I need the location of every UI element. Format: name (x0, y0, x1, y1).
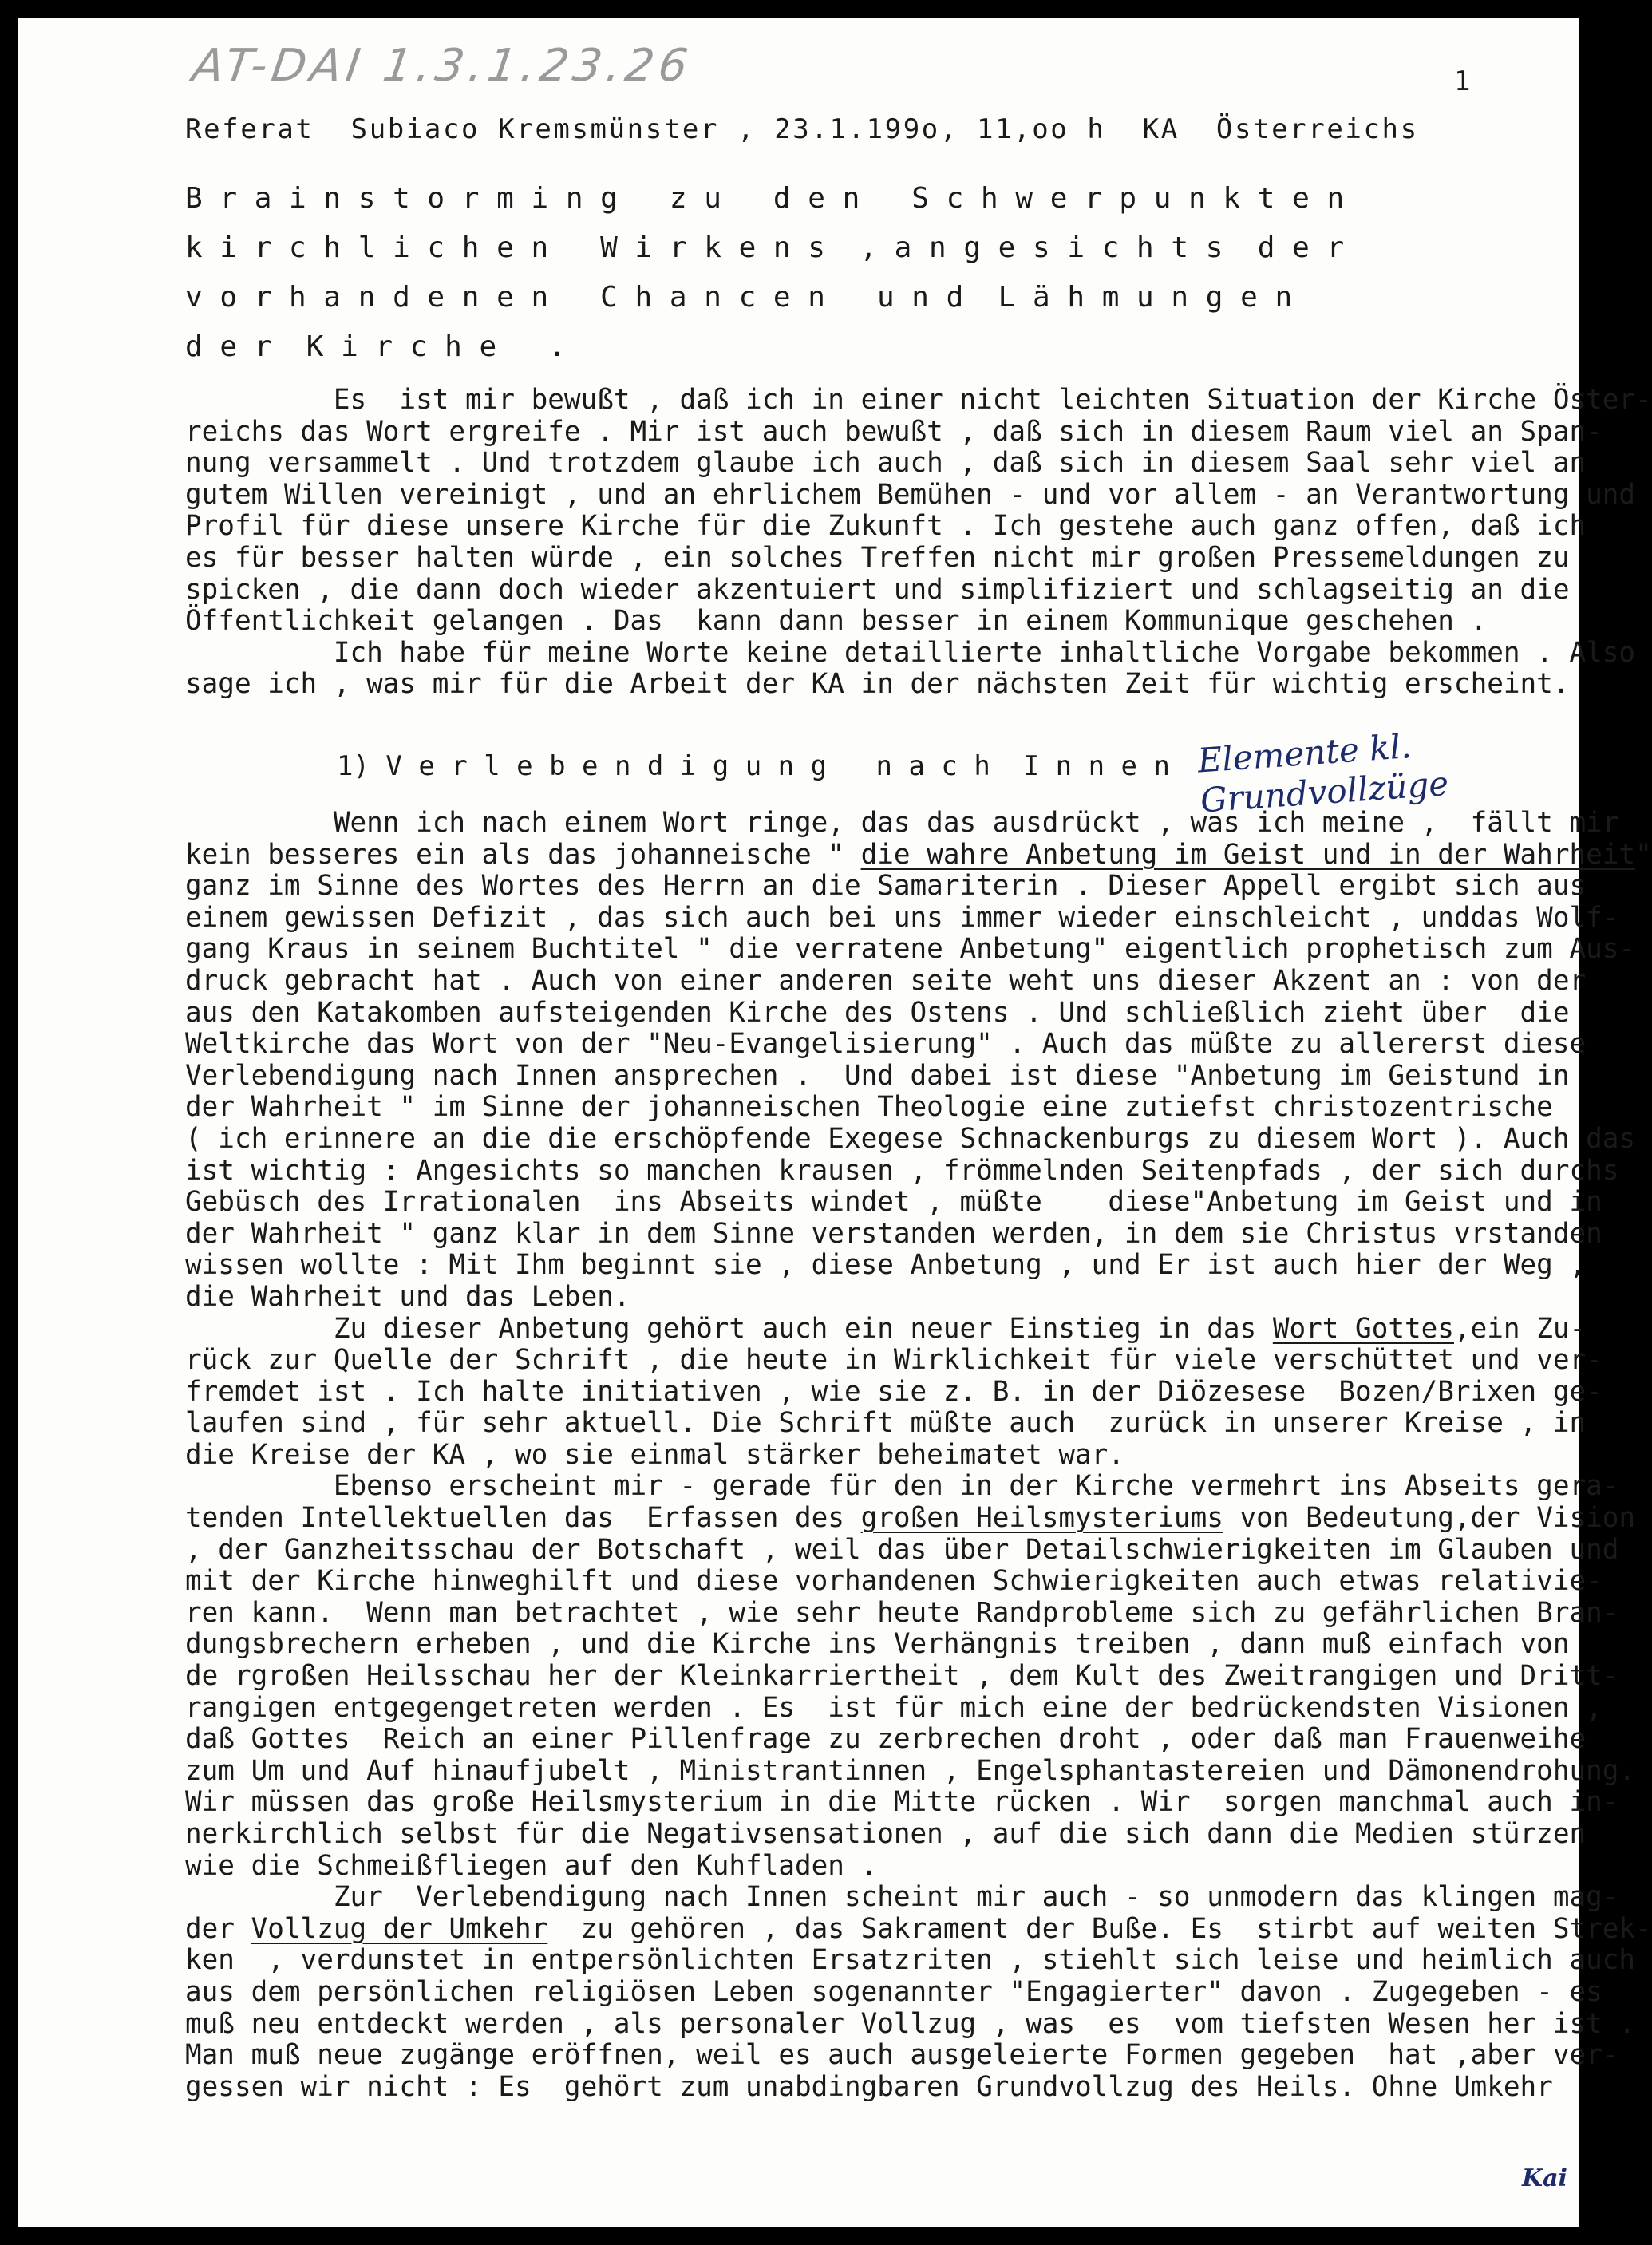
text-segment: gang Kraus in seinem Buchtitel " die verratene Anbetung" eigentlich prophetisch zum Aus- (185, 933, 1636, 966)
text-segment: aus den Katakomben aufsteigenden Kirche des Ostens . Und schließlich zieht über die (185, 996, 1570, 1029)
text-segment: der (185, 1912, 251, 1945)
text-segment: ganz im Sinne des Wortes des Herrn an die Samariterin . Dieser Appell ergibt sich aus (185, 870, 1587, 903)
main-body (185, 807, 1652, 2103)
text-line (185, 1754, 1636, 1788)
text-segment: wie die Schmeißfliegen auf den Kuhfladen . (185, 1849, 878, 1882)
text-line (185, 1408, 1614, 1440)
text-line (185, 1629, 1614, 1661)
text-line (185, 807, 1619, 840)
text-segment: gessen wir nicht : Es gehört zum unabdingbaren Grundvollzug des Heils. Ohne Umkehr (185, 2070, 1553, 2103)
text-segment: ken , verdunstet in entpersönlichten Ersatzriten , stiehlt sich leise und heimlich auch (185, 1944, 1636, 1977)
text-line (185, 901, 1619, 935)
title-line: d e r K i r c h e . (185, 330, 566, 363)
underlined-phrase: Vollzug der Umkehr (251, 1912, 548, 1945)
text-segment: laufen sind , für sehr aktuell. Die Schrift müßte auch zurück in unserer Kreise , in (185, 1407, 1587, 1440)
text-line (185, 1786, 1619, 1819)
text-line (185, 1122, 1636, 1156)
text-line (185, 1345, 1614, 1377)
text-line (185, 1029, 1614, 1061)
text-segment: rück zur Quelle der Schrift , die heute in Wirklichkeit für viele verschüttet und ver- (185, 1344, 1603, 1377)
text-segment: Man muß neue zugänge eröffnen, weil es auch ausgeleierte Formen gegeben hat ,aber ver- (185, 2039, 1619, 2072)
text-line (185, 1470, 1619, 1503)
text-segment: ren kann. Wenn man betrachtet , wie sehr heute Randprobleme sich zu gefährlichen Bran- (185, 1596, 1619, 1629)
archive-signature-mark: AT-DAI 1.3.1.23.26 (189, 40, 696, 92)
text-segment: kein besseres ein als das johanneische " (185, 838, 861, 871)
text-line: gutem Willen vereinigt , und an ehrlichem Bemühen - und vor allem - an Verantwortung und (185, 478, 1636, 511)
text-segment: fremdet ist . Ich halte initiativen , wie sie z. B. in der Diözesese Bozen/Brixen ge- (185, 1375, 1603, 1408)
text-line (185, 1724, 1614, 1756)
text-segment: von Bedeutung,der Vision (1223, 1502, 1636, 1535)
text-line (185, 2007, 1636, 2041)
text-line (185, 1502, 1636, 1535)
text-segment: wissen wollte : Mit Ihm beginnt sie , diese Anbetung , und Er ist auch hier der Weg , (185, 1249, 1587, 1282)
text-line (185, 1851, 1614, 1883)
text-line (185, 871, 1614, 903)
text-line (185, 1566, 1614, 1598)
text-segment: der Wahrheit " ganz klar in dem Sinne verstanden werden, in dem sie Christus vrstanden (185, 1217, 1603, 1250)
underlined-phrase: Wort Gottes (1272, 1312, 1454, 1345)
text-segment: die Wahrheit und das Leben. (185, 1280, 630, 1313)
document-page (18, 18, 1652, 2227)
text-line: nung versammelt . Und trotzdem glaube ich auch , daß sich in diesem Saal sehr viel an (185, 447, 1587, 480)
text-segment: einem gewissen Defizit , das sich auch bei uns immer wieder einschleicht , unddas Wolf- (185, 901, 1619, 934)
text-segment: zum Um und Auf hinaufjubelt , Ministrantinnen , Engelsphantastereien und Dämonendrohung. (185, 1754, 1636, 1787)
text-line (185, 1944, 1636, 1977)
text-segment: druck gebracht hat . Auch von einer anderen seite weht uns dieser Akzent an : von der (185, 964, 1587, 997)
text-segment: Ebenso erscheint mir - gerade für den in der Kirche vermehrt ins Abseits gera- (185, 1470, 1619, 1503)
text-line (185, 1596, 1619, 1630)
text-line (185, 998, 1614, 1030)
text-line (185, 1881, 1619, 1914)
page-number: 1 (1454, 65, 1471, 97)
handwritten-annotation (1196, 715, 1581, 821)
text-segment: ( ich erinnere an die die erschöpfende Exegese Schnackenburgs zu diesem Wort ). Auch das (185, 1122, 1636, 1155)
intro-paragraphs (185, 384, 1652, 701)
text-line (185, 1533, 1619, 1567)
text-segment: die Kreise der KA , wo sie einmal stärker beheimatet war. (185, 1438, 1124, 1471)
text-line: Öffentlichkeit gelangen . Das kann dann besser in einem Kommunique geschehen . (185, 605, 1488, 638)
section-heading: 1) V e r l e b e n d i g u n g n a c h I n n e n (337, 750, 1170, 782)
text-line (185, 1061, 1614, 1093)
text-segment: der Wahrheit " im Sinne der johanneischen Theologie eine zutiefst christozentrische (185, 1091, 1553, 1124)
document-header: Referat Subiaco Kremsmünster , 23.1.199o, 11,oo h KA Österreichs (185, 113, 1419, 145)
text-line (185, 1660, 1619, 1693)
text-line (185, 1314, 1614, 1346)
text-segment: , der Ganzheitsschau der Botschaft , weil das über Detailschwierigkeiten im Glauben und (185, 1533, 1619, 1566)
text-line (185, 1977, 1614, 2009)
text-line: Profil für diese unsere Kirche für die Zukunft . Ich gestehe auch ganz offen, daß ich (185, 510, 1587, 543)
text-segment: zu gehören , das Sakrament der Buße. Es stirbt auf weiten Strek- (547, 1912, 1652, 1945)
text-line: sage ich , was mir für die Arbeit der KA in der nächsten Zeit für wichtig erscheint. (185, 668, 1570, 701)
text-line: spicken , die dann doch wieder akzentuiert und simplifiziert und schlagseitig an die (185, 573, 1570, 606)
text-line: Ich habe für meine Worte keine detaillierte inhaltliche Vorgabe bekommen . Also (185, 636, 1636, 669)
handwritten-corner-note: Kai (1522, 2164, 1567, 2192)
text-segment: mit der Kirche hinweghilft und diese vorhandenen Schwierigkeiten auch etwas relativie- (185, 1565, 1603, 1598)
text-line (185, 2072, 1614, 2104)
text-line (185, 1092, 1614, 1124)
document-title (185, 174, 1494, 372)
title-line: v o r h a n d e n e n C h a n c e n u n d L ä h m u n g e n (185, 281, 1293, 314)
text-line (185, 933, 1636, 966)
text-line (185, 1912, 1652, 1946)
text-segment: Wenn ich nach einem Wort ringe, das das ausdrückt , was ich meine , fällt mir (185, 807, 1619, 839)
text-segment: Zu dieser Anbetung gehört auch ein neuer Einstieg in das (185, 1312, 1273, 1345)
text-segment: aus dem persönlichen religiösen Leben sogenannter "Engagierter" davon . Zugegeben - es (185, 1975, 1603, 2008)
text-line (185, 2039, 1619, 2072)
text-segment: nerkirchlich selbst für die Negativsensationen , auf die sich dann die Medien stürzen (185, 1818, 1587, 1850)
text-line (185, 1693, 1614, 1725)
text-segment: ist wichtig : Angesichts so manchen krausen , frömmelnden Seitenpfads , der sich durchs (185, 1154, 1619, 1187)
text-segment: daß Gottes Reich an einer Pillenfrage zu zerbrechen droht , oder daß man Frauenweihe (185, 1723, 1587, 1756)
text-segment: Gebüsch des Irrationalen ins Abseits windet , müßte diese"Anbetung im Geist und in (185, 1186, 1603, 1219)
text-line (185, 1250, 1614, 1282)
text-line (185, 1377, 1614, 1409)
text-segment: " (1635, 838, 1652, 871)
text-line (185, 1187, 1614, 1219)
text-line: Es ist mir bewußt , daß ich in einer nicht leichten Situation der Kirche Öster- (185, 384, 1652, 416)
text-segment: muß neu entdeckt werden , als personaler Vollzug , was es vom tiefsten Wesen her ist . (185, 2007, 1636, 2040)
text-line (185, 966, 1614, 998)
text-segment: Weltkirche das Wort von der "Neu-Evangelisierung" . Auch das müßte zu allererst diese (185, 1028, 1587, 1061)
text-segment: Wir müssen das große Heilsmysterium in die Mitte rücken . Wir sorgen manchmal auch in- (185, 1786, 1619, 1819)
title-line: B r a i n s t o r m i n g z u d e n S c h w e r p u n k t e n (185, 182, 1345, 215)
text-line (185, 1154, 1619, 1188)
text-segment: tenden Intellektuellen das Erfassen des (185, 1502, 861, 1535)
text-line (185, 1440, 1614, 1472)
text-line (185, 1282, 1614, 1314)
title-line: k i r c h l i c h e n W i r k e n s , a n g e s i c h t s d e r (185, 231, 1345, 264)
annotation-text: Elemente kl. Grundvollzüge (1196, 726, 1450, 820)
text-line (185, 1219, 1614, 1251)
underlined-phrase: großen Heilsmysteriums (860, 1502, 1223, 1535)
text-segment: rangigen entgegengetreten werden . Es ist für mich eine der bedrückendsten Visionen , (185, 1691, 1603, 1724)
text-segment: Zur Verlebendigung nach Innen scheint mir auch - so unmodern das klingen mag- (185, 1881, 1619, 1914)
text-segment: de rgroßen Heilsschau her der Kleinkarriertheit , dem Kult des Zweitrangigen und Dritt- (185, 1660, 1619, 1693)
text-line (185, 1819, 1614, 1851)
text-segment: Verlebendigung nach Innen ansprechen . Und dabei ist diese "Anbetung im Geistund in (185, 1059, 1570, 1092)
text-line: reichs das Wort ergreife . Mir ist auch bewußt , daß sich in diesem Raum viel an Span- (185, 415, 1603, 448)
text-segment: ,ein Zu- (1453, 1312, 1587, 1345)
underlined-phrase: die wahre Anbetung im Geist und in der Wahrheit (860, 838, 1636, 871)
text-segment: dungsbrechern erheben , und die Kirche ins Verhängnis treiben , dann muß einfach von (185, 1628, 1570, 1661)
text-line (185, 838, 1652, 872)
text-line: es für besser halten würde , ein solches Treffen nicht mir großen Pressemeldungen zu (185, 541, 1570, 574)
